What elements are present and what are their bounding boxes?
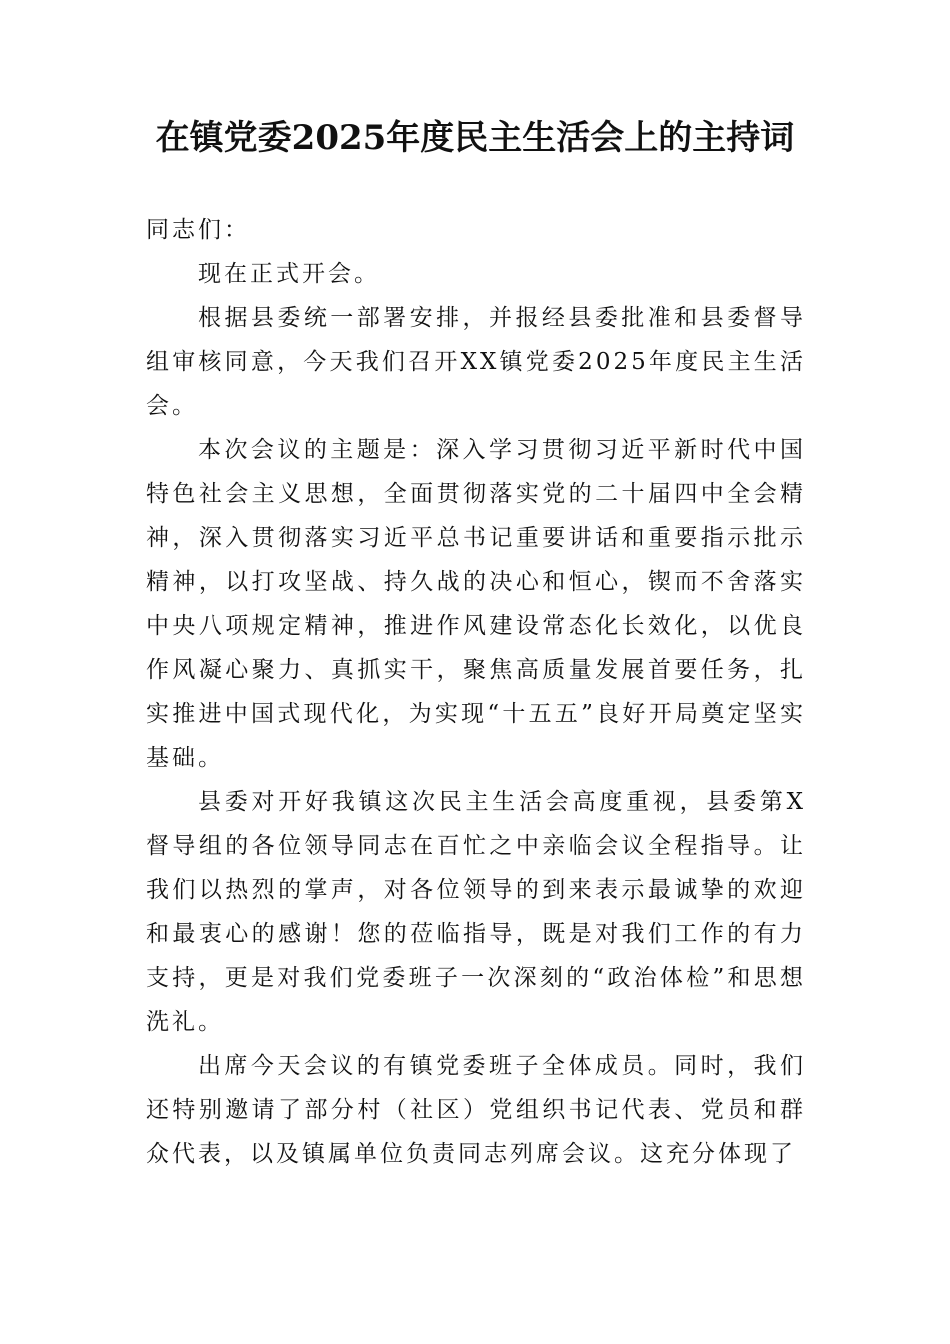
paragraph-welcome: 县委对开好我镇这次民主生活会高度重视，县委第X督导组的各位领导同志在百忙之中亲临会议全程指导。让我们以热烈的掌声，对各位领导的到来表示最诚挚的欢迎和最衷心的感谢！您的莅临指导，既是对我们工作的有力支持，更是对我们党委班子一次深刻的“政治体检”和思想洗礼。 — [146, 789, 806, 1035]
paragraph-opening: 现在正式开会。 — [198, 261, 380, 287]
paragraph-arrangement: 根据县委统一部署安排，并报经县委批准和县委督导组审核同意，今天我们召开XX镇党委2025年度民主生活会。 — [146, 305, 806, 419]
salutation: 同志们： — [146, 217, 250, 243]
paragraph-attendees: 出席今天会议的有镇党委班子全体成员。同时，我们还特别邀请了部分村（社区）党组织书记代表、党员和群众代表，以及镇属单位负责同志列席会议。这充分体现了 — [146, 1053, 806, 1167]
document-body — [146, 208, 806, 1176]
document-title: 在镇党委2025年度民主生活会上的主持词 — [155, 118, 795, 158]
paragraph-theme: 本次会议的主题是：深入学习贯彻习近平新时代中国特色社会主义思想，全面贯彻落实党的二十届四中全会精神，深入贯彻落实习近平总书记重要讲话和重要指示批示精神，以打攻坚战、持久战的决心和恒心，锲而不舍落实中央八项规定精神，推进作风建设常态化长效化，以优良作风凝心聚力、真抓实干，聚焦高质量发展首要任务，扎实推进中国式现代化，为实现“十五五”良好开局奠定坚实基础。 — [146, 437, 806, 771]
